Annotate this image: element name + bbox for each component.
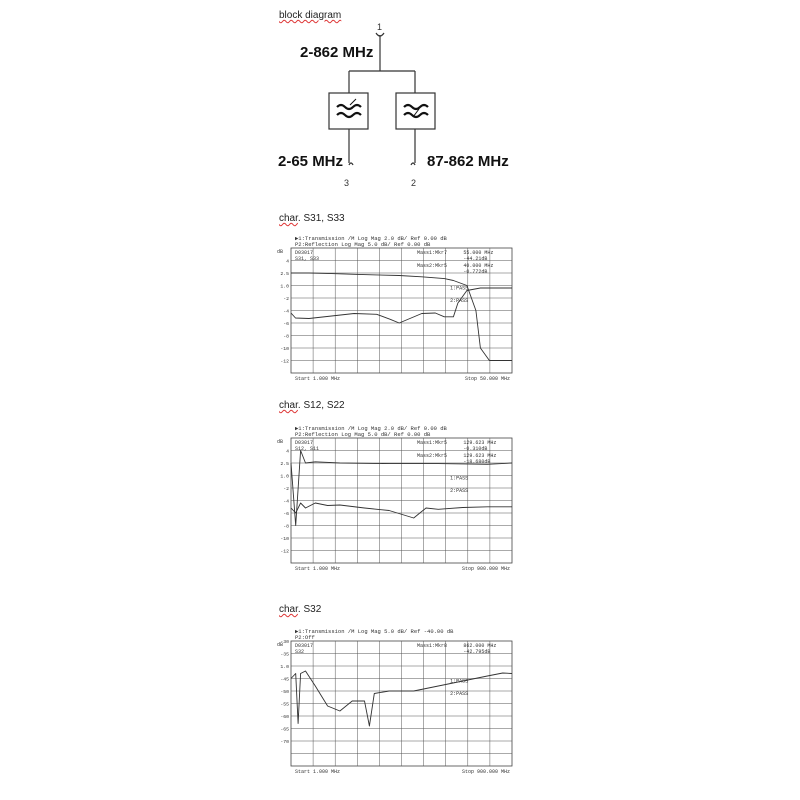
svg-text:-0.310dB: -0.310dB bbox=[463, 446, 488, 452]
svg-text:129.623 MHz: 129.623 MHz bbox=[463, 453, 497, 459]
svg-text:1:PASS: 1:PASS bbox=[450, 475, 469, 482]
svg-text:-0.772dB: -0.772dB bbox=[463, 269, 488, 275]
port-3-connector-icon bbox=[349, 163, 353, 165]
svg-text:-44.21dB: -44.21dB bbox=[463, 256, 488, 262]
svg-text:-45: -45 bbox=[280, 677, 289, 683]
chart-1-caption: char. S31, S33 bbox=[279, 213, 345, 224]
svg-text:129.623 MHz: 129.623 MHz bbox=[463, 440, 497, 446]
svg-text:-4: -4 bbox=[283, 309, 289, 315]
svg-text:55.000 MHz: 55.000 MHz bbox=[463, 250, 494, 256]
svg-text:Mass1:Mkr5: Mass1:Mkr5 bbox=[416, 440, 447, 446]
svg-text:-65: -65 bbox=[280, 727, 289, 733]
svg-text:-30: -30 bbox=[280, 640, 289, 645]
svg-text:-12: -12 bbox=[280, 359, 289, 365]
svg-text:Stop 50.000 MHz: Stop 50.000 MHz bbox=[464, 376, 510, 382]
chart-s31-s33 bbox=[275, 235, 525, 390]
svg-text:S12, S11: S12, S11 bbox=[295, 446, 320, 452]
header-line-2: P2:Off bbox=[295, 634, 315, 641]
svg-text:Start 1.000 MHz: Start 1.000 MHz bbox=[295, 769, 341, 775]
lowpass-filter-icon bbox=[329, 93, 368, 129]
highpass-frequency-label: 87-862 MHz bbox=[427, 153, 509, 170]
svg-text:2:PASS: 2:PASS bbox=[450, 487, 469, 494]
svg-text:Stop 900.000 MHz: Stop 900.000 MHz bbox=[461, 769, 510, 775]
svg-text:1.0: 1.0 bbox=[280, 474, 289, 480]
svg-text:Mass2:Mkr5: Mass2:Mkr5 bbox=[416, 453, 447, 459]
svg-text:862.000 MHz: 862.000 MHz bbox=[463, 643, 497, 649]
svg-text:Mass1:Mkr8: Mass1:Mkr8 bbox=[416, 643, 447, 649]
svg-text:1.0: 1.0 bbox=[280, 284, 289, 290]
svg-text:-8: -8 bbox=[283, 334, 289, 340]
block-diagram-caption: block diagram bbox=[279, 10, 342, 21]
chart-3-caption: char. S32 bbox=[279, 604, 322, 615]
svg-text:-55: -55 bbox=[280, 702, 289, 708]
svg-text:S31, S33: S31, S33 bbox=[295, 256, 320, 262]
svg-text:2.5: 2.5 bbox=[280, 462, 289, 467]
svg-text:-6: -6 bbox=[283, 512, 289, 517]
svg-text:-60: -60 bbox=[280, 715, 289, 720]
svg-text:-10: -10 bbox=[280, 537, 289, 542]
lowpass-frequency-label: 2-65 MHz bbox=[278, 153, 344, 170]
svg-text:4: 4 bbox=[286, 259, 289, 265]
chart-2-caption: char. S12, S22 bbox=[279, 400, 345, 411]
svg-text:40.000 MHz: 40.000 MHz bbox=[463, 263, 494, 269]
svg-text:-8: -8 bbox=[283, 524, 289, 530]
svg-text:S32: S32 bbox=[295, 649, 305, 655]
svg-text:Mass1:Mkr7: Mass1:Mkr7 bbox=[416, 250, 447, 256]
port-2-connector-icon bbox=[411, 163, 415, 165]
svg-text:1:PASS: 1:PASS bbox=[450, 285, 469, 292]
svg-text:D03017: D03017 bbox=[295, 643, 314, 649]
svg-text:dB: dB bbox=[277, 249, 284, 255]
svg-text:-70: -70 bbox=[280, 740, 289, 745]
svg-text:D03017: D03017 bbox=[295, 440, 314, 446]
svg-text:-6: -6 bbox=[283, 322, 289, 327]
svg-text:1:PASS: 1:PASS bbox=[450, 678, 469, 685]
port-3-label: 3 bbox=[344, 178, 350, 188]
input-frequency-label: 2-862 MHz bbox=[300, 44, 374, 61]
svg-text:4: 4 bbox=[286, 449, 289, 455]
header-line-2: P2:Reflection Log Mag 5.0 dB/ Ref 0.00 dB bbox=[295, 431, 431, 438]
svg-text:-42.795dB: -42.795dB bbox=[463, 649, 491, 655]
svg-text:D03017: D03017 bbox=[295, 250, 314, 256]
svg-text:1.0: 1.0 bbox=[280, 665, 289, 670]
svg-text:-12: -12 bbox=[280, 549, 289, 555]
svg-text:Start 1.000 MHz: Start 1.000 MHz bbox=[295, 376, 341, 382]
svg-text:-2: -2 bbox=[283, 297, 289, 302]
chart-s32 bbox=[275, 628, 525, 783]
svg-text:-35: -35 bbox=[280, 652, 289, 658]
svg-text:-50: -50 bbox=[280, 690, 289, 695]
svg-text:dB: dB bbox=[277, 439, 284, 445]
svg-text:Stop 900.000 MHz: Stop 900.000 MHz bbox=[461, 566, 510, 572]
highpass-filter-icon bbox=[396, 93, 435, 129]
port-2-label: 2 bbox=[411, 178, 417, 188]
header-line-2: P2:Reflection Log Mag 5.0 dB/ Ref 0.00 dB bbox=[295, 241, 431, 248]
block-diagram-schematic bbox=[270, 25, 470, 175]
svg-text:-2: -2 bbox=[283, 487, 289, 492]
svg-text:2:PASS: 2:PASS bbox=[450, 690, 469, 697]
svg-text:-18.680dB: -18.680dB bbox=[463, 459, 491, 465]
header-line-1: ▶1:Transmission /M Log Mag 5.0 dB/ Ref -40.00 dB bbox=[295, 628, 454, 635]
svg-text:dB: dB bbox=[277, 642, 284, 648]
svg-text:-4: -4 bbox=[283, 499, 289, 505]
svg-text:Mass2:Mkr5: Mass2:Mkr5 bbox=[416, 263, 447, 269]
port-1-label: 1 bbox=[377, 22, 383, 32]
chart-s12-s22 bbox=[275, 425, 525, 580]
header-line-1: ▶1:Transmission /M Log Mag 2.0 dB/ Ref 0.00 dB bbox=[295, 425, 447, 432]
svg-text:2:PASS: 2:PASS bbox=[450, 297, 469, 304]
svg-text:-10: -10 bbox=[280, 347, 289, 352]
header-line-1: ▶1:Transmission /M Log Mag 2.0 dB/ Ref 0.00 dB bbox=[295, 235, 447, 242]
svg-text:2.5: 2.5 bbox=[280, 272, 289, 277]
svg-text:Start 1.000 MHz: Start 1.000 MHz bbox=[295, 566, 341, 572]
